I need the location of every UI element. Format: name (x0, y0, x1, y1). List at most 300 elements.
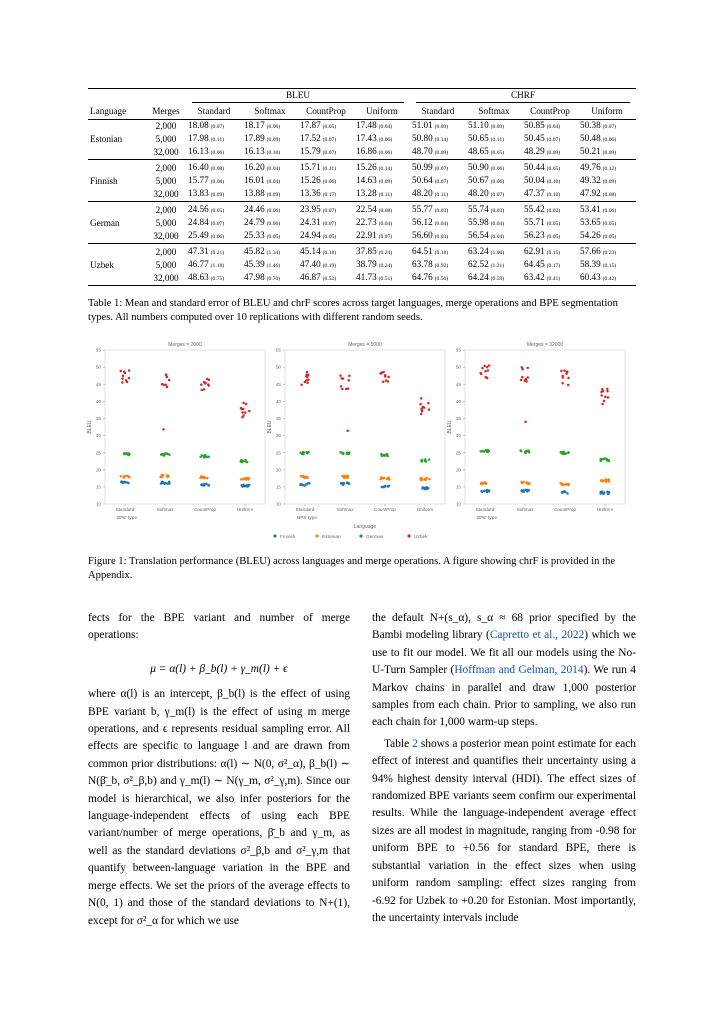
language-cell: Estonian (90, 134, 123, 144)
merges-cell: 2,000 (146, 160, 186, 176)
score-stderr: (0.07) (322, 221, 337, 227)
y-axis-label: BLEU (267, 420, 273, 434)
data-point-uzbek (307, 378, 310, 381)
score-stderr: (0.52) (322, 276, 337, 282)
data-point-uzbek (525, 380, 528, 383)
score-cell (186, 217, 242, 230)
y-axis-label: BLEU (87, 420, 93, 434)
score-stderr: (0.09) (434, 150, 449, 156)
score-stderr: (0.06) (378, 137, 393, 143)
y-tick-label: 30 (455, 433, 461, 439)
score-mean: 47.37 (524, 188, 545, 198)
merges-cell: 2,000 (146, 202, 186, 218)
data-point-uzbek (521, 366, 524, 369)
data-point-finnish (126, 481, 128, 484)
score-mean: 18.17 (244, 120, 265, 130)
score-cell (186, 259, 242, 272)
score-mean: 50.67 (468, 175, 489, 185)
column-header: Uniform (578, 104, 636, 120)
score-mean: 16.86 (356, 146, 377, 156)
legend-label: Finnish (280, 534, 296, 540)
score-stderr: (0.07) (210, 124, 225, 130)
data-point-uzbek (483, 365, 486, 368)
score-cell (522, 120, 578, 134)
data-point-uzbek (561, 375, 564, 378)
data-point-uzbek (603, 400, 606, 403)
data-point-estonian (240, 478, 243, 481)
score-cell (578, 272, 636, 286)
data-point-uzbek (341, 388, 344, 391)
score-cell (578, 244, 636, 260)
data-point-finnish (342, 483, 345, 486)
data-point-uzbek (162, 428, 165, 431)
data-point-finnish (348, 483, 351, 486)
score-mean: 37.85 (356, 246, 377, 256)
score-cell (242, 133, 298, 146)
score-mean: 56.54 (468, 230, 489, 240)
score-mean: 51.10 (468, 120, 489, 130)
score-stderr: (0.07) (434, 179, 449, 185)
data-point-finnish (566, 492, 569, 495)
score-cell (410, 120, 466, 134)
score-cell (298, 230, 354, 244)
data-point-estonian (300, 475, 303, 478)
score-stderr: (0.07) (322, 208, 337, 214)
data-point-estonian (306, 476, 309, 479)
score-cell (410, 188, 466, 202)
data-point-uzbek (201, 389, 204, 392)
data-point-uzbek (122, 375, 125, 378)
language-cell (88, 188, 146, 202)
data-point-estonian (561, 483, 564, 486)
legend-marker (273, 534, 276, 537)
data-point-estonian (526, 481, 529, 484)
data-point-uzbek (200, 383, 203, 386)
data-point-finnish (387, 485, 390, 488)
data-point-finnish (607, 493, 610, 496)
data-point-estonian (123, 475, 126, 478)
score-mean: 13.36 (300, 188, 321, 198)
score-cell (242, 120, 298, 134)
y-tick-label: 25 (455, 450, 461, 456)
score-mean: 45.39 (244, 259, 265, 269)
score-cell (354, 188, 410, 202)
y-tick-label: 40 (275, 398, 281, 404)
score-cell (242, 272, 298, 286)
score-stderr: (0.14) (434, 137, 449, 143)
score-cell (354, 146, 410, 160)
score-mean: 24.56 (188, 204, 209, 214)
data-point-uzbek (203, 388, 206, 391)
language-cell (88, 202, 146, 218)
legend-label: German (366, 534, 384, 540)
data-point-uzbek (347, 387, 350, 390)
data-point-estonian (484, 481, 487, 484)
score-cell (298, 133, 354, 146)
data-point-uzbek (166, 386, 169, 389)
score-mean: 56.23 (524, 230, 545, 240)
score-stderr: (0.07) (378, 234, 393, 240)
score-stderr: (0.07) (602, 124, 617, 130)
y-tick-label: 25 (95, 450, 101, 456)
score-stderr: (0.19) (322, 263, 337, 269)
data-point-estonian (119, 475, 122, 478)
y-tick-label: 30 (275, 433, 281, 439)
score-stderr: (0.07) (546, 137, 561, 143)
data-point-uzbek (560, 370, 563, 373)
score-cell (242, 202, 298, 218)
data-point-estonian (604, 479, 607, 482)
data-point-uzbek (244, 411, 247, 414)
data-point-uzbek (428, 408, 431, 411)
data-point-uzbek (128, 377, 131, 380)
score-cell (242, 230, 298, 244)
score-stderr: (0.23) (602, 250, 617, 256)
bleu-group-header: BLEU (186, 89, 410, 105)
table-row (88, 133, 636, 146)
data-point-german (527, 451, 530, 454)
paragraph: Table 2 shows a posterior mean point estimate for each effect of interest and quantifies their uncertainty using a 94% highest density interval (HDI). The effect sizes of randomized BPE variants seem confirm our experimental results. While the language-independent average effect sizes are all modest in magnitude, ranging from -0.98 for uniform BPE to +0.56 for standard BPE, there is substantial variation in the effect sizes when using uniform random sampling: effect sizes ranging from -6.92 for Uzbek to +0.20 for Estonian. Most importantly, the uncertainty intervals include (372, 737, 636, 924)
score-mean: 53.41 (580, 204, 601, 214)
score-mean: 50.45 (524, 133, 545, 143)
x-axis-label: BPE type (297, 516, 317, 521)
score-mean: 24.31 (300, 217, 321, 227)
data-point-finnish (346, 482, 349, 485)
score-stderr: (0.03) (434, 208, 449, 214)
y-tick-label: 50 (455, 364, 461, 370)
data-point-uzbek (484, 370, 487, 373)
score-mean: 15.71 (300, 162, 321, 172)
score-cell (298, 217, 354, 230)
data-point-uzbek (565, 372, 568, 375)
score-mean: 56.12 (412, 217, 433, 227)
score-mean: 64.45 (524, 259, 545, 269)
score-stderr: (0.08) (210, 179, 225, 185)
score-cell (578, 217, 636, 230)
score-mean: 15.79 (300, 146, 321, 156)
data-point-uzbek (606, 388, 609, 391)
y-tick-label: 50 (95, 364, 101, 370)
model-equation: μ = α(l) + β_b(l) + γ_m(l) + ϵ (150, 662, 288, 675)
score-mean: 48.20 (468, 188, 489, 198)
score-stderr: (0.06) (490, 166, 505, 172)
score-mean: 50.38 (580, 120, 601, 130)
score-cell (186, 188, 242, 202)
plot-frame (105, 350, 265, 504)
language-cell (88, 230, 146, 244)
score-stderr: (0.02) (546, 208, 561, 214)
data-point-uzbek (245, 403, 248, 406)
score-cell (466, 202, 522, 218)
score-stderr: (0.41) (546, 276, 561, 282)
score-cell (298, 202, 354, 218)
score-stderr: (0.09) (546, 150, 561, 156)
data-point-uzbek (487, 369, 490, 372)
score-stderr: (0.04) (266, 166, 281, 172)
score-stderr: (0.03) (490, 208, 505, 214)
score-mean: 50.44 (524, 162, 545, 172)
score-stderr: (0.07) (490, 192, 505, 198)
score-mean: 48.63 (188, 272, 209, 282)
score-stderr: (0.09) (266, 192, 281, 198)
score-cell (522, 202, 578, 218)
score-cell (578, 160, 636, 176)
score-stderr: (0.05) (602, 234, 617, 240)
y-tick-label: 45 (95, 381, 101, 387)
data-point-finnish (245, 484, 248, 487)
score-mean: 64.76 (412, 272, 433, 282)
score-stderr: (0.92) (434, 263, 449, 269)
data-point-estonian (127, 475, 130, 478)
data-point-finnish (203, 484, 206, 487)
citation-link[interactable]: Capretto et al., 2022 (489, 629, 585, 642)
score-mean: 47.92 (580, 188, 601, 198)
data-point-uzbek (385, 379, 388, 382)
score-cell (578, 120, 636, 134)
score-mean: 62.52 (468, 259, 489, 269)
score-stderr: (0.59) (490, 276, 505, 282)
data-point-finnish (561, 491, 564, 494)
score-mean: 17.52 (300, 133, 321, 143)
score-stderr: (0.06) (266, 221, 281, 227)
data-point-finnish (302, 484, 305, 487)
score-stderr: (0.05) (546, 166, 561, 172)
score-stderr: (0.04) (266, 179, 281, 185)
table-caption: Table 1: Mean and standard error of BLEU and chrF scores across target languages, merge operations and BPE segmentation types. All numbers computed over 10 replications with different random seeds. (88, 298, 618, 323)
score-stderr: (0.05) (266, 234, 281, 240)
data-point-german (479, 450, 482, 453)
score-cell (298, 175, 354, 188)
score-stderr: (0.09) (266, 137, 281, 143)
y-tick-label: 35 (275, 416, 281, 422)
data-point-uzbek (203, 381, 206, 384)
x-tick-label: Uniform (236, 507, 254, 512)
score-cell (522, 230, 578, 244)
score-cell (242, 175, 298, 188)
y-tick-label: 15 (95, 484, 101, 490)
data-point-uzbek (208, 379, 211, 382)
score-stderr: (0.10) (546, 179, 561, 185)
score-mean: 50.65 (468, 133, 489, 143)
data-point-german (161, 453, 164, 456)
data-point-german (381, 455, 384, 458)
data-point-german (602, 458, 605, 461)
data-point-german (203, 455, 206, 458)
score-cell (298, 259, 354, 272)
data-point-estonian (567, 483, 570, 486)
legend-marker (359, 534, 362, 537)
x-tick-label: Standard (475, 507, 495, 512)
data-point-uzbek (601, 388, 604, 391)
column-header: CountProp (522, 104, 578, 120)
data-point-uzbek (125, 379, 128, 382)
data-point-finnish (205, 483, 208, 486)
score-cell (522, 175, 578, 188)
score-stderr: (0.05) (546, 221, 561, 227)
score-cell (354, 160, 410, 176)
data-point-uzbek (419, 403, 422, 406)
score-mean: 24.94 (300, 230, 321, 240)
score-cell (354, 259, 410, 272)
score-cell (522, 217, 578, 230)
score-stderr: (0.04) (490, 234, 505, 240)
score-mean: 47.31 (188, 246, 209, 256)
data-point-uzbek (340, 377, 343, 380)
score-mean: 56.60 (412, 230, 433, 240)
data-point-uzbek (121, 381, 124, 384)
data-point-estonian (481, 483, 484, 486)
y-tick-label: 35 (95, 416, 101, 422)
score-stderr: (0.07) (322, 150, 337, 156)
score-cell (410, 160, 466, 176)
score-stderr: (0.42) (602, 276, 617, 282)
data-point-finnish (488, 489, 491, 492)
data-point-german (520, 450, 523, 453)
data-point-uzbek (525, 378, 528, 381)
score-mean: 50.80 (412, 133, 433, 143)
data-point-german (201, 454, 204, 457)
x-tick-label: Softmax (156, 507, 174, 512)
data-point-finnish (526, 489, 529, 492)
x-tick-label: Standard (295, 507, 315, 512)
table-row (88, 160, 636, 176)
data-point-uzbek (340, 385, 343, 388)
score-mean: 45.14 (300, 246, 321, 256)
score-cell (354, 120, 410, 134)
score-cell (578, 202, 636, 218)
data-point-uzbek (207, 383, 210, 386)
score-stderr: (0.05) (210, 208, 225, 214)
data-point-uzbek (242, 408, 245, 411)
data-point-finnish (166, 482, 169, 485)
data-point-german (123, 452, 126, 455)
score-cell (354, 272, 410, 286)
data-point-estonian (608, 480, 611, 483)
score-mean: 41.73 (356, 272, 377, 282)
table-row (88, 272, 636, 286)
score-stderr: (0.08) (602, 192, 617, 198)
merges-cell: 2,000 (155, 121, 177, 131)
score-stderr: (0.09) (602, 179, 617, 185)
data-point-estonian (206, 477, 209, 480)
score-cell (186, 133, 242, 146)
data-point-finnish (124, 481, 127, 484)
data-point-finnish (599, 491, 602, 494)
score-cell (298, 272, 354, 286)
score-mean: 54.26 (580, 230, 601, 240)
column-header: Softmax (242, 104, 298, 120)
results-table-body (88, 120, 636, 286)
score-mean: 16.13 (188, 146, 209, 156)
data-point-german (525, 450, 528, 453)
score-stderr: (0.05) (602, 221, 617, 227)
y-tick-label: 20 (455, 467, 461, 473)
table-reference-link[interactable]: 2 (412, 737, 418, 750)
score-cell (522, 272, 578, 286)
data-point-uzbek (481, 367, 484, 370)
score-mean: 16.13 (244, 146, 265, 156)
data-point-uzbek (607, 396, 610, 399)
column-header: Language (88, 104, 146, 120)
data-point-finnish (240, 484, 243, 487)
results-table (88, 88, 636, 286)
score-mean: 49.76 (580, 162, 601, 172)
score-stderr: (0.07) (210, 221, 225, 227)
score-stderr: (0.24) (378, 263, 393, 269)
score-stderr: (0.06) (602, 137, 617, 143)
data-point-finnish (299, 484, 302, 487)
x-axis-label: BPE type (117, 516, 137, 521)
score-mean: 22.54 (356, 204, 377, 214)
merges-cell: 5,000 (155, 176, 177, 186)
data-point-finnish (384, 485, 387, 488)
score-stderr: (0.04) (434, 221, 449, 227)
data-point-estonian (600, 479, 603, 482)
legend-title: Language (353, 524, 377, 530)
data-point-uzbek (384, 374, 387, 377)
data-point-german (563, 450, 566, 453)
table-row (88, 120, 636, 134)
data-point-uzbek (488, 364, 491, 367)
score-stderr: (0.04) (378, 221, 393, 227)
score-stderr: (0.08) (378, 208, 393, 214)
table-row (88, 175, 636, 188)
score-stderr: (0.03) (434, 234, 449, 240)
data-point-uzbek (128, 369, 131, 372)
score-stderr: (0.06) (602, 208, 617, 214)
score-cell (298, 188, 354, 202)
score-mean: 48.29 (524, 146, 545, 156)
data-point-german (307, 451, 310, 454)
score-mean: 16.20 (244, 162, 265, 172)
score-cell (298, 120, 354, 134)
score-cell (410, 146, 466, 160)
data-point-estonian (343, 477, 346, 480)
score-cell (522, 188, 578, 202)
score-cell (410, 230, 466, 244)
data-point-german (599, 460, 602, 463)
score-mean: 55.77 (412, 204, 433, 214)
merges-cell: 32,000 (153, 189, 179, 199)
score-stderr: (0.07) (322, 137, 337, 143)
data-point-uzbek (248, 410, 251, 413)
score-stderr: (0.09) (602, 150, 617, 156)
score-cell (578, 230, 636, 244)
legend-label: Estonian (322, 534, 341, 540)
x-tick-label: Uniform (596, 507, 614, 512)
score-mean: 53.65 (580, 217, 601, 227)
data-point-uzbek (306, 374, 309, 377)
score-stderr: (0.17) (322, 192, 337, 198)
legend-marker (407, 534, 410, 537)
score-stderr: (0.06) (266, 124, 281, 130)
data-point-uzbek (165, 384, 168, 387)
score-stderr: (0.21) (210, 250, 225, 256)
score-mean: 16.01 (244, 175, 265, 185)
chrf-group-header: CHRF (410, 89, 636, 105)
data-point-uzbek (241, 411, 244, 414)
data-point-uzbek (420, 397, 423, 400)
score-mean: 17.48 (356, 120, 377, 130)
x-tick-label: Softmax (516, 507, 534, 512)
data-point-uzbek (382, 380, 385, 383)
score-mean: 15.26 (356, 162, 377, 172)
data-point-estonian (247, 477, 250, 480)
citation-link[interactable]: Hoffman and Gelman, 2014 (454, 664, 584, 677)
paragraph: where α(l) is an intercept, β_b(l) is the effect of using BPE variant b, γ_m(l) is the effect of using m merge operations, and ϵ represents residual sampling error. All effects are specific to language l and are drawn from common prior distributions: α(l) ∼ N(0, σ²_α), β_b(l) ∼ N(β̄_b, σ²_β,b) and γ_m(l) ∼ N(γ_m, σ²_γ,m). Since our model is hierarchical, we also infer posteriors for the language-independent effects of using each BPE variant/number of merge operations, β̄_b and γ_m, as well as the standard deviations σ²_β,b and σ²_γ,m that quantify between-language variation in the BPE and merge effects. We set the priors of the average effects to N(0, 1) and those of the standard deviations to N+(1), except for σ²_α for which we use (88, 688, 350, 927)
score-stderr: (0.12) (602, 166, 617, 172)
bleu-figure (85, 338, 645, 548)
